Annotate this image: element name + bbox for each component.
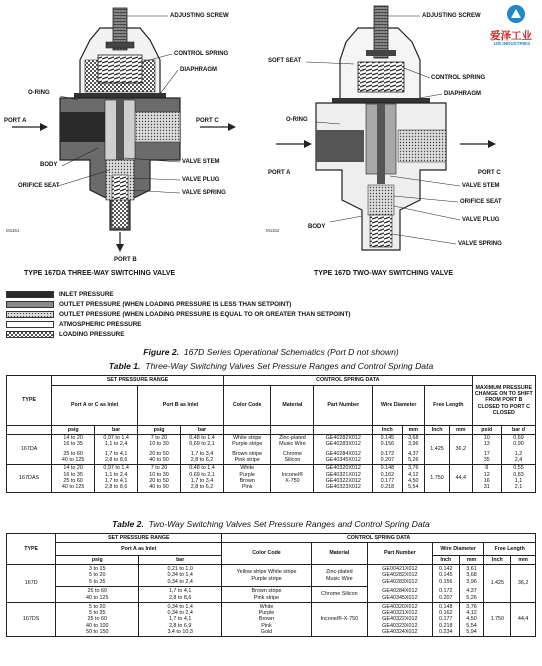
t2-wire-mm: 3,76 4,12 4,50 5,54 5,94 — [459, 603, 484, 637]
t1-bard: 0,55 0,83 1,1 2,1 — [501, 464, 535, 492]
table1-caption — [0, 361, 542, 371]
t1-material: Inconel® X-750 — [271, 464, 314, 492]
legend-label: OUTLET PRESSURE (WHEN LOADING PRESSURE IS EQUAL TO OR GREATER THAN SETPOINT) — [59, 311, 351, 318]
t2-header-set-pressure: SET PRESSURE RANGE — [56, 534, 222, 543]
label-o-ring-2: O-RING — [286, 117, 308, 123]
label-port-c-2: PORT C — [478, 170, 501, 176]
label-orifice-seat: ORIFICE SEAT — [18, 183, 60, 189]
t2-unit-inch-2: Inch — [484, 556, 511, 565]
t2-material: Inconel®-X-750 — [311, 603, 367, 637]
t2-bar: 1,7 to 4,1 2,8 to 8,6 — [139, 587, 222, 603]
legend-item — [6, 310, 350, 319]
figure-title-left: TYPE 167DA THREE-WAY SWITCHING VALVE — [24, 270, 176, 277]
t1-unit-mm: mm — [402, 426, 425, 435]
label-o-ring: O-RING — [28, 90, 50, 96]
t2-header-port-a: Port A as Inlet — [56, 543, 222, 556]
legend-item — [6, 290, 114, 299]
t2-header-type: TYPE — [7, 534, 56, 565]
label-diaphragm: DIAPHRAGM — [180, 67, 217, 73]
table1-caption-text: Three-Way Switching Valves Set Pressure Ranges and Control Spring Data — [145, 361, 434, 371]
t2-color: Yellow stripe White stripe Purple stripe — [222, 565, 312, 587]
table-row — [7, 464, 536, 492]
t1-header-part-number: Part Number — [314, 386, 373, 426]
label-body: BODY — [40, 162, 58, 168]
label-port-a-2: PORT A — [268, 170, 291, 176]
legend-label: ATMOSPHERIC PRESSURE — [59, 321, 142, 328]
t1-unit-inch: Inch — [373, 426, 402, 435]
t1-header-free-length: Free Length — [425, 386, 472, 426]
label-valve-plug: VALVE PLUG — [182, 177, 220, 183]
t1-unit-bard: bar d — [501, 426, 535, 435]
t1-unit-psig: psig — [52, 426, 95, 435]
t2-wire-mm: 3,61 3,68 3,96 4,37 5,26 — [459, 565, 484, 603]
legend-swatch — [6, 311, 54, 318]
table1-caption-label: Table 1. — [108, 361, 141, 371]
brand-logo-icon — [506, 4, 526, 24]
t1-color: White Purple Brown Pink — [223, 464, 270, 492]
t1-material: Zinc-plated Music Wire Chrome Silicon — [271, 435, 314, 465]
t1-header-color-code: Color Code — [223, 386, 270, 426]
t1-b-bar: 0,48 to 1,4 0,69 to 2,1 1,7 to 3,4 2,8 to 6,2 — [181, 435, 224, 465]
t1-unit-bar: bar — [95, 426, 138, 435]
legend-swatch — [6, 291, 54, 298]
t2-color: Brown stripe Pink stripe — [222, 587, 312, 603]
t2-header-control-spring: CONTROL SPRING DATA — [222, 534, 536, 543]
label-soft-seat: SOFT SEAT — [268, 58, 302, 64]
t1-wire-inch: 0.145 0.156 0.172 0.207 — [373, 435, 402, 465]
valve-167da-drawing — [0, 0, 270, 270]
table-row — [7, 435, 536, 465]
t2-wire-inch: 0.148 0.162 0.177 0.218 0.234 — [432, 603, 459, 637]
t1-color: White stripe Purple stripe Brown stripe Pink stripe — [223, 435, 270, 465]
label-control-spring: CONTROL SPRING — [174, 51, 229, 57]
t1-bard: 0,69 0,90 1,2 2,4 — [501, 435, 535, 465]
t1-free-inch: 1.425 — [425, 435, 450, 465]
t1-unit-psig-b: psig — [138, 426, 181, 435]
t1-part: GE40282X012 GE40283X012 GE40284X012 GE40345X012 — [314, 435, 373, 465]
t1-header-port-b: Port B as Inlet — [138, 386, 224, 426]
figure-caption-label: Figure 2. — [143, 347, 180, 357]
t1-b-psig: 7 to 20 10 to 30 20 to 50 40 to 90 — [138, 435, 181, 465]
t1-unit-mm-2: mm — [449, 426, 472, 435]
t2-unit-psig: psig — [56, 556, 139, 565]
t1-header-material: Material — [271, 386, 314, 426]
t1-psid: 8 12 16 31 — [472, 464, 501, 492]
t1-header-set-pressure: SET PRESSURE RANGE — [52, 376, 224, 386]
t1-type: 167DAS — [7, 464, 52, 492]
legend-label: INLET PRESSURE — [59, 291, 114, 298]
t2-header-part-number: Part Number — [367, 543, 432, 565]
t2-header-free-length: Free Length — [484, 543, 536, 556]
t1-header-max-pressure: MAXIMUM PRESSURE CHANGE ON TO SHIFT FROM PORT B CLOSED TO PORT C CLOSED — [472, 376, 535, 426]
brand-name-cn: 爱泽工业 — [490, 30, 532, 42]
figure-code-right: M1152 — [266, 228, 280, 233]
t2-psig: 5 to 20 5 to 35 25 to 60 40 to 100 50 to 150 — [56, 603, 139, 637]
t2-part: GE00421X012 GE40282X012 GE40283X012 GE40284X012 GE40345X012 — [367, 565, 432, 603]
t2-part: GE40320X012 GE40321X012 GE40322X012 GE40323X012 GE40324X012 — [367, 603, 432, 637]
t2-bar: 0,21 to 1,0 0,34 to 1,4 0,34 to 2,4 — [139, 565, 222, 587]
label-valve-stem: VALVE STEM — [182, 159, 220, 165]
legend-label: OUTLET PRESSURE (WHEN LOADING PRESSURE IS LESS THAN SETPOINT) — [59, 301, 292, 308]
t2-free-inch: 1.750 — [484, 603, 511, 637]
legend-label: LOADING PRESSURE — [59, 331, 125, 338]
t1-b-bar: 0,48 to 1,4 0,69 to 2,1 1,7 to 3,4 2,8 to 6,2 — [181, 464, 224, 492]
legend-item — [6, 320, 141, 329]
table2-caption-text: Two-Way Switching Valves Set Pressure Ranges and Control Spring Data — [148, 519, 430, 529]
t1-header-control-spring: CONTROL SPRING DATA — [223, 376, 472, 386]
figure-title-right: TYPE 167D TWO-WAY SWITCHING VALVE — [314, 270, 453, 277]
t1-part: GE40320X012 GE40321X012 GE40322X012 GE40323X012 — [314, 464, 373, 492]
t2-bar: 0,34 to 1,4 0,34 to 2,4 1,7 to 4,1 2,8 to 6,9 3,4 to 10,3 — [139, 603, 222, 637]
t1-b-psig: 7 to 20 10 to 30 20 to 50 40 to 90 — [138, 464, 181, 492]
figure-caption — [0, 347, 542, 357]
t1-ac-bar: 0,97 to 1,4 1,1 to 2,4 1,7 to 4,1 2,8 to 8,6 — [95, 435, 138, 465]
t2-material: Zinc-plated Music Wire — [311, 565, 367, 587]
t1-wire-mm: 3,68 3,96 4,37 5,26 — [402, 435, 425, 465]
t2-wire-inch: 0.142 0.145 0.156 0.172 0.207 — [432, 565, 459, 603]
table2 — [6, 533, 536, 637]
t1-header-type: TYPE — [7, 376, 52, 426]
table1 — [6, 375, 536, 493]
label-body-2: BODY — [308, 224, 326, 230]
t2-unit-inch: Inch — [432, 556, 459, 565]
t2-free-mm: 36,2 — [511, 565, 536, 603]
t2-material: Chrome Silicon — [311, 587, 367, 603]
label-port-a: PORT A — [4, 118, 27, 124]
control-spring — [358, 62, 404, 92]
t2-type: 167D — [7, 565, 56, 603]
t2-type: 167DS — [7, 603, 56, 637]
t2-unit-mm: mm — [459, 556, 484, 565]
brand-name-en: IZE INDUSTRIES — [494, 41, 531, 46]
t1-wire-mm: 3,76 4,12 4,50 5,54 — [402, 464, 425, 492]
t2-unit-bar: bar — [139, 556, 222, 565]
control-spring — [98, 55, 142, 83]
t1-free-mm: 44,4 — [449, 464, 472, 492]
t2-header-material: Material — [311, 543, 367, 565]
label-control-spring-2: CONTROL SPRING — [431, 75, 486, 81]
t2-unit-mm-2: mm — [511, 556, 536, 565]
legend-swatch — [6, 321, 54, 328]
t1-ac-psig: 14 to 20 16 to 35 25 to 60 40 to 125 — [52, 435, 95, 465]
figure-caption-text: 167D Series Operational Schematics (Port D not shown) — [183, 347, 399, 357]
table-row — [7, 565, 536, 587]
diaphragm — [332, 98, 430, 103]
legend-item — [6, 300, 291, 309]
t1-wire-inch: 0.148 0.162 0.177 0.218 — [373, 464, 402, 492]
t1-unit-bar-b: bar — [181, 426, 224, 435]
t2-psig: 3 to 15 5 to 20 5 to 35 — [56, 565, 139, 587]
t1-header-wire-diameter: Wire Diameter — [373, 386, 425, 426]
t1-ac-bar: 0,97 to 1,4 1,1 to 2,4 1,7 to 4,1 2,8 to 8,6 — [95, 464, 138, 492]
figure-code-left: M1151 — [6, 228, 20, 233]
brand-logo — [488, 4, 540, 24]
t1-psid: 10 13 17 35 — [472, 435, 501, 465]
label-port-c: PORT C — [196, 118, 219, 124]
label-diaphragm-2: DIAPHRAGM — [444, 91, 481, 97]
legend-item — [6, 330, 124, 339]
diaphragm — [74, 93, 166, 98]
t2-psig: 25 to 60 40 to 125 — [56, 587, 139, 603]
t1-unit-inch-2: Inch — [425, 426, 450, 435]
t1-free-mm: 36,2 — [449, 435, 472, 465]
label-adjusting-screw: ADJUSTING SCREW — [170, 13, 229, 19]
label-adjusting-screw-2: ADJUSTING SCREW — [422, 13, 481, 19]
legend-swatch — [6, 331, 54, 338]
t1-header-port-ac: Port A or C as Inlet — [52, 386, 138, 426]
table2-caption-label: Table 2. — [112, 519, 144, 529]
label-valve-spring-2: VALVE SPRING — [458, 241, 502, 247]
t2-free-mm: 44,4 — [511, 603, 536, 637]
label-port-b: PORT B — [114, 257, 137, 263]
label-valve-plug-2: VALVE PLUG — [462, 217, 500, 223]
table2-caption — [0, 519, 542, 529]
t1-ac-psig: 14 to 20 16 to 35 25 to 60 40 to 125 — [52, 464, 95, 492]
label-orifice-seat-2: ORIFICE SEAT — [460, 199, 502, 205]
legend-swatch — [6, 301, 54, 308]
t2-header-color-code: Color Code — [222, 543, 312, 565]
t1-type: 167DA — [7, 435, 52, 465]
t1-unit-psid: psid — [472, 426, 501, 435]
label-valve-stem-2: VALVE STEM — [462, 183, 500, 189]
t2-color: White Purple Brown Pink Gold — [222, 603, 312, 637]
label-valve-spring: VALVE SPRING — [182, 190, 226, 196]
t2-header-wire-diameter: Wire Diameter — [432, 543, 484, 556]
table-row — [7, 603, 536, 637]
t1-free-inch: 1.750 — [425, 464, 450, 492]
t2-free-inch: 1.425 — [484, 565, 511, 603]
